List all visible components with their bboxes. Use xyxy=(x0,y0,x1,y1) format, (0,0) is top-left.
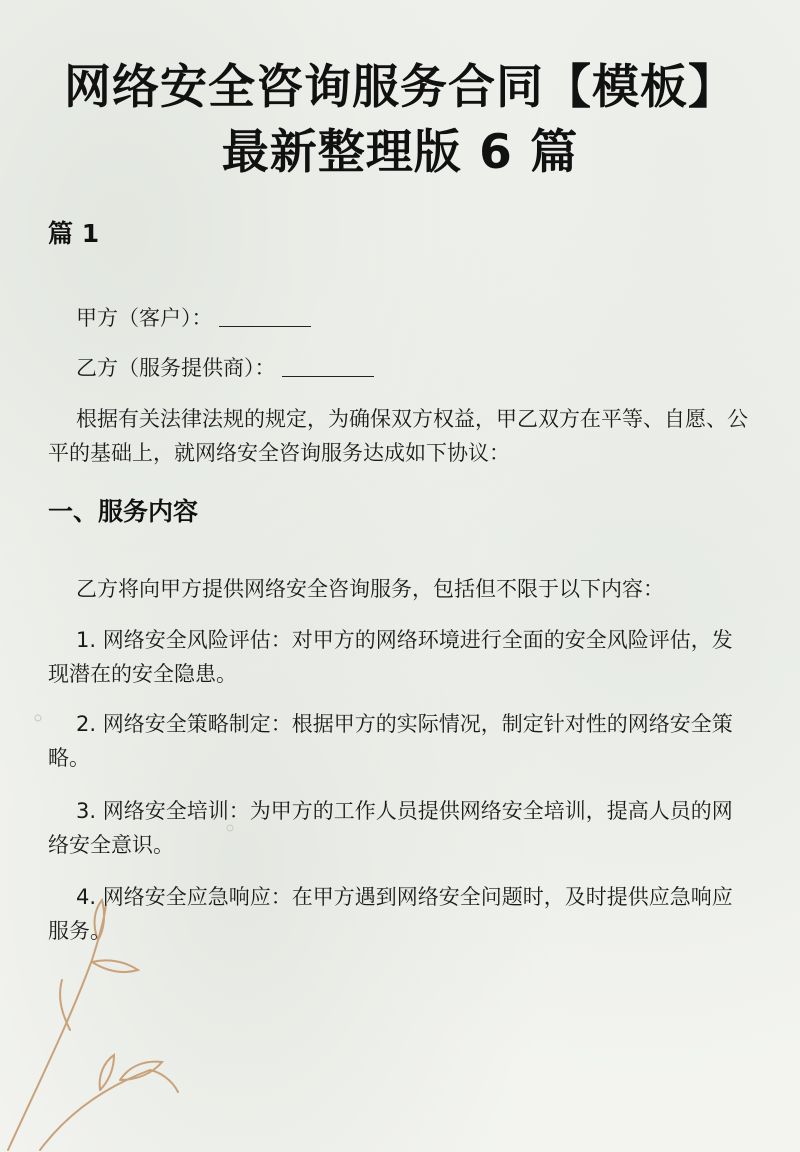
service-item-3: 3. 网络安全培训：为甲方的工作人员提供网络安全培训，提高人员的网络安全意识。 xyxy=(48,799,733,857)
party-a-label: 甲方（客户）： xyxy=(76,306,213,330)
intro-paragraph: 根据有关法律法规的规定，为确保双方权益，甲乙双方在平等、自愿、公平的基础上，就网络安全咨询服务达成如下协议： xyxy=(48,407,748,465)
chapter-heading: 篇 1 xyxy=(48,219,100,248)
document-title-line2: 最新整理版 6 篇 xyxy=(221,125,579,180)
section1-lead: 乙方将向甲方提供网络安全咨询服务，包括但不限于以下内容： xyxy=(76,577,664,601)
section1-heading: 一、服务内容 xyxy=(48,497,199,526)
party-a-blank xyxy=(219,308,311,327)
party-a-line xyxy=(76,308,311,329)
service-item-2: 2. 网络安全策略制定：根据甲方的实际情况，制定针对性的网络安全策略。 xyxy=(48,712,733,770)
document-title-line1: 网络安全咨询服务合同【模板】 xyxy=(64,60,736,115)
party-b-line xyxy=(76,358,374,379)
service-item-1: 1. 网络安全风险评估：对甲方的网络环境进行全面的安全风险评估，发现潜在的安全隐患。 xyxy=(48,628,733,686)
party-b-blank xyxy=(282,358,374,377)
party-b-label: 乙方（服务提供商）： xyxy=(76,356,276,380)
service-item-4: 4. 网络安全应急响应：在甲方遇到网络安全问题时，及时提供应急响应服务。 xyxy=(48,885,733,943)
